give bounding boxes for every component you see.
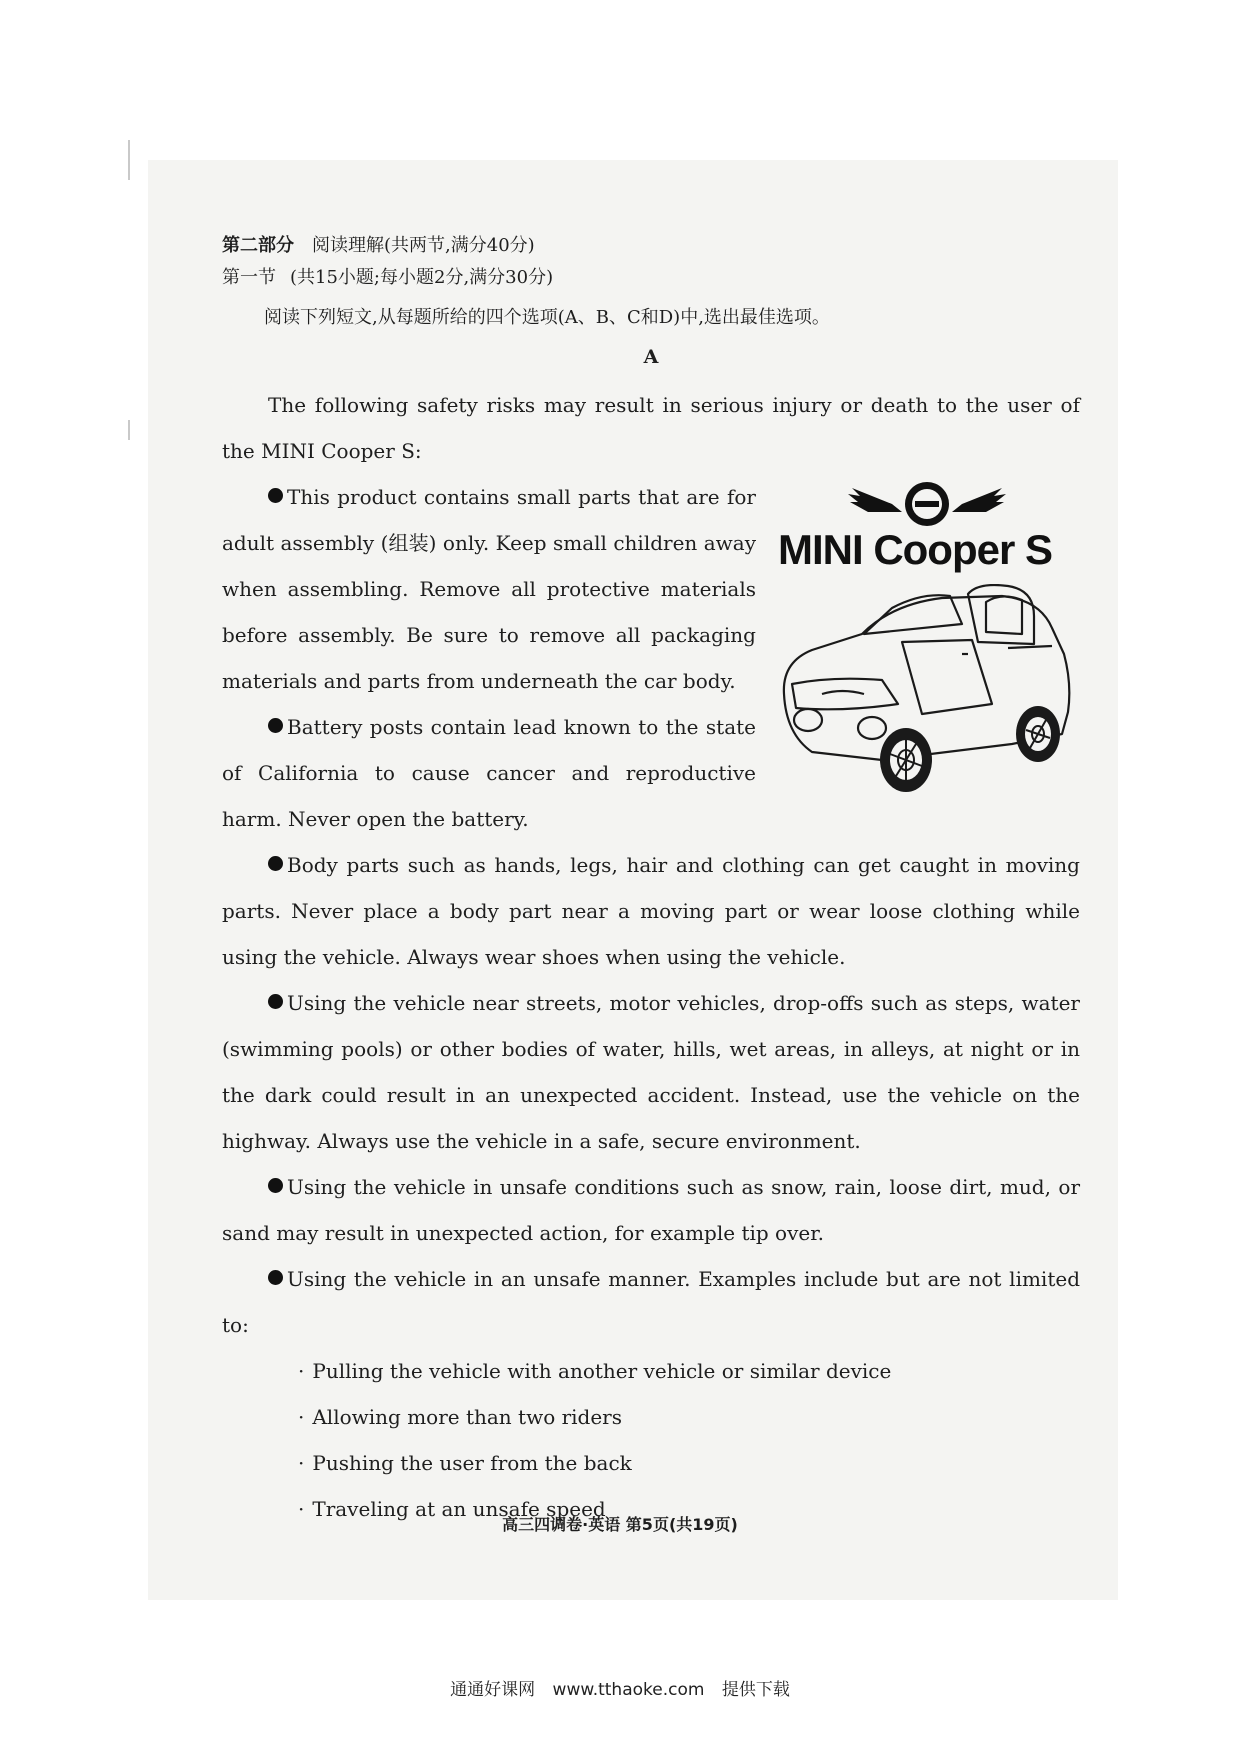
subsection-label: 第一节 xyxy=(222,267,276,288)
subsection-header xyxy=(222,262,1080,294)
page-footer: 高三四调卷·英语 第5页(共19页) xyxy=(502,1515,738,1534)
site-action: 提供下载 xyxy=(721,1680,790,1700)
bullet-dot-icon xyxy=(268,994,283,1009)
sub-list-marker: · xyxy=(298,1359,305,1383)
site-name: 通通好课网 xyxy=(450,1680,536,1700)
bullet-item: Body parts such as hands, legs, hair and clothing can get caught in moving parts. Never place a body part near a moving part or wear loose clothing while using the vehicle. Always wear shoes when using the vehicle. xyxy=(222,853,1080,969)
site-url[interactable]: www.tthaoke.com xyxy=(552,1680,705,1700)
sub-list-marker: · xyxy=(298,1497,305,1521)
sub-list-marker: · xyxy=(298,1405,305,1429)
subsection-detail: (共15小题;每小题2分,满分30分) xyxy=(290,267,554,288)
toy-car-illustration xyxy=(772,584,1082,794)
bullet-item: Using the vehicle near streets, motor vehicles, drop-offs such as steps, water (swimming pools) or other bodies of water, hills, wet areas, in alleys, at night or in the dark could result in an unexpected accident. Instead, use the vehicle on the highway. Always use the vehicle in a safe, secure environment. xyxy=(222,991,1080,1153)
part-label: 第二部分 xyxy=(222,235,294,256)
bullet-with-figure xyxy=(222,474,1080,842)
bullet-item: This product contains small parts that are for adult assembly (组装) only. Keep small children away when assembling. Remove all protective materials before assembly. Be sure to remove all packaging materials and parts from underneath the car body. xyxy=(222,485,756,693)
sub-list-item: · Pulling the vehicle with another vehicle or similar device xyxy=(298,1359,892,1383)
bullet-dot-icon xyxy=(268,488,283,503)
brand-title: MINI Cooper S xyxy=(778,526,1053,573)
page-content xyxy=(222,230,1080,1532)
bullet-dot-icon xyxy=(268,1178,283,1193)
sub-list-item: · Pushing the user from the back xyxy=(298,1451,632,1475)
scan-edge-mark xyxy=(128,140,130,180)
bullet-dot-icon xyxy=(268,718,283,733)
sub-list-item: · Allowing more than two riders xyxy=(298,1405,623,1429)
passage-label: A xyxy=(643,346,659,368)
sub-list-item: · Traveling at an unsafe speed xyxy=(298,1497,606,1521)
instruction-text: 阅读下列短文,从每题所给的四个选项(A、B、C和D)中,选出最佳选项。 xyxy=(264,307,830,328)
part-title: 阅读理解(共两节,满分40分) xyxy=(312,235,535,256)
product-figure xyxy=(772,474,1082,784)
passage-intro: The following safety risks may result in serious injury or death to the user of the MINI Cooper S: xyxy=(222,393,1080,463)
sub-list-marker: · xyxy=(298,1451,305,1475)
site-footer xyxy=(0,1675,1240,1700)
scan-edge-mark xyxy=(128,420,130,440)
bullet-item: Using the vehicle in unsafe conditions such as snow, rain, loose dirt, mud, or sand may result in unexpected action, for example tip over. xyxy=(222,1175,1080,1245)
bullet-dot-icon xyxy=(268,1270,283,1285)
mini-wings-logo-icon xyxy=(772,474,1082,534)
bullet-dot-icon xyxy=(268,856,283,871)
bullet-item: Using the vehicle in an unsafe manner. Examples include but are not limited to: xyxy=(222,1267,1080,1337)
section-header xyxy=(222,230,1080,262)
bullet-item: Battery posts contain lead known to the state of California to cause cancer and reproductive harm. Never open the battery. xyxy=(222,715,756,831)
